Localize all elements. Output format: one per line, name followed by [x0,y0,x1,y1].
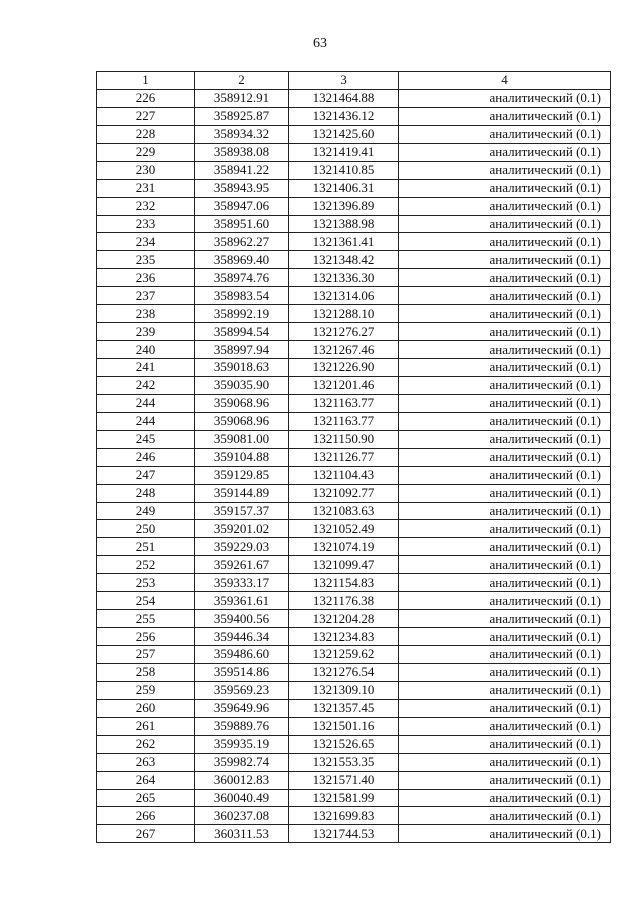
point-number-cell: 253 [97,574,195,592]
method-cell: аналитический (0.1) [399,556,611,574]
x-coordinate-cell: 358962.27 [195,233,289,251]
x-coordinate-cell: 358992.19 [195,305,289,323]
x-coordinate-cell: 359649.96 [195,699,289,717]
y-coordinate-cell: 1321314.06 [289,287,399,305]
table-row [97,430,611,448]
method-cell: аналитический (0.1) [399,323,611,341]
method-cell: аналитический (0.1) [399,269,611,287]
point-number-cell: 238 [97,305,195,323]
table-row [97,107,611,125]
y-coordinate-cell: 1321419.41 [289,143,399,161]
table-row [97,753,611,771]
x-coordinate-cell: 360040.49 [195,789,289,807]
point-number-cell: 237 [97,287,195,305]
x-coordinate-cell: 359514.86 [195,663,289,681]
y-coordinate-cell: 1321388.98 [289,215,399,233]
y-coordinate-cell: 1321436.12 [289,107,399,125]
method-cell: аналитический (0.1) [399,143,611,161]
point-number-cell: 263 [97,753,195,771]
y-coordinate-cell: 1321699.83 [289,807,399,825]
x-coordinate-cell: 358941.22 [195,161,289,179]
table-row [97,359,611,377]
table-row [97,448,611,466]
table-row [97,771,611,789]
method-cell: аналитический (0.1) [399,161,611,179]
method-cell: аналитический (0.1) [399,807,611,825]
point-number-cell: 244 [97,412,195,430]
method-cell: аналитический (0.1) [399,287,611,305]
column-header: 1 [97,72,195,90]
method-cell: аналитический (0.1) [399,735,611,753]
method-cell: аналитический (0.1) [399,430,611,448]
table-row [97,323,611,341]
y-coordinate-cell: 1321288.10 [289,305,399,323]
y-coordinate-cell: 1321309.10 [289,681,399,699]
page-number: 63 [313,36,327,51]
point-number-cell: 231 [97,179,195,197]
table-row [97,717,611,735]
method-cell: аналитический (0.1) [399,825,611,843]
point-number-cell: 254 [97,592,195,610]
point-number-cell: 251 [97,538,195,556]
x-coordinate-cell: 359400.56 [195,610,289,628]
point-number-cell: 242 [97,376,195,394]
y-coordinate-cell: 1321744.53 [289,825,399,843]
method-cell: аналитический (0.1) [399,359,611,377]
x-coordinate-cell: 359068.96 [195,394,289,412]
x-coordinate-cell: 359361.61 [195,592,289,610]
point-number-cell: 265 [97,789,195,807]
y-coordinate-cell: 1321163.77 [289,394,399,412]
y-coordinate-cell: 1321267.46 [289,341,399,359]
y-coordinate-cell: 1321150.90 [289,430,399,448]
method-cell: аналитический (0.1) [399,89,611,107]
table-row [97,197,611,215]
table-row [97,520,611,538]
x-coordinate-cell: 358943.95 [195,179,289,197]
table-row [97,502,611,520]
y-coordinate-cell: 1321406.31 [289,179,399,197]
point-number-cell: 256 [97,628,195,646]
y-coordinate-cell: 1321553.35 [289,753,399,771]
method-cell: аналитический (0.1) [399,663,611,681]
x-coordinate-cell: 359569.23 [195,681,289,699]
table-row [97,538,611,556]
point-number-cell: 232 [97,197,195,215]
x-coordinate-cell: 358925.87 [195,107,289,125]
table-row [97,663,611,681]
x-coordinate-cell: 359104.88 [195,448,289,466]
y-coordinate-cell: 1321581.99 [289,789,399,807]
method-cell: аналитический (0.1) [399,538,611,556]
column-header: 3 [289,72,399,90]
table-row [97,233,611,251]
table-row [97,735,611,753]
x-coordinate-cell: 359486.60 [195,646,289,664]
method-cell: аналитический (0.1) [399,466,611,484]
x-coordinate-cell: 358951.60 [195,215,289,233]
method-cell: аналитический (0.1) [399,502,611,520]
point-number-cell: 244 [97,394,195,412]
method-cell: аналитический (0.1) [399,233,611,251]
table-row [97,484,611,502]
method-cell: аналитический (0.1) [399,412,611,430]
y-coordinate-cell: 1321074.19 [289,538,399,556]
point-number-cell: 246 [97,448,195,466]
x-coordinate-cell: 358997.94 [195,341,289,359]
point-number-cell: 264 [97,771,195,789]
table-row [97,646,611,664]
point-number-cell: 236 [97,269,195,287]
y-coordinate-cell: 1321348.42 [289,251,399,269]
y-coordinate-cell: 1321126.77 [289,448,399,466]
x-coordinate-cell: 358934.32 [195,125,289,143]
method-cell: аналитический (0.1) [399,394,611,412]
x-coordinate-cell: 359201.02 [195,520,289,538]
point-number-cell: 260 [97,699,195,717]
table-row [97,376,611,394]
table-row [97,574,611,592]
coordinates-table [96,71,611,843]
y-coordinate-cell: 1321163.77 [289,412,399,430]
y-coordinate-cell: 1321052.49 [289,520,399,538]
method-cell: аналитический (0.1) [399,179,611,197]
x-coordinate-cell: 359129.85 [195,466,289,484]
method-cell: аналитический (0.1) [399,646,611,664]
table-header-row [97,72,611,90]
method-cell: аналитический (0.1) [399,341,611,359]
y-coordinate-cell: 1321396.89 [289,197,399,215]
method-cell: аналитический (0.1) [399,717,611,735]
y-coordinate-cell: 1321176.38 [289,592,399,610]
method-cell: аналитический (0.1) [399,699,611,717]
point-number-cell: 226 [97,89,195,107]
y-coordinate-cell: 1321092.77 [289,484,399,502]
point-number-cell: 249 [97,502,195,520]
x-coordinate-cell: 359068.96 [195,412,289,430]
point-number-cell: 255 [97,610,195,628]
x-coordinate-cell: 359018.63 [195,359,289,377]
x-coordinate-cell: 360012.83 [195,771,289,789]
y-coordinate-cell: 1321201.46 [289,376,399,394]
x-coordinate-cell: 359982.74 [195,753,289,771]
table-row [97,556,611,574]
y-coordinate-cell: 1321276.27 [289,323,399,341]
table-row [97,143,611,161]
y-coordinate-cell: 1321425.60 [289,125,399,143]
y-coordinate-cell: 1321357.45 [289,699,399,717]
point-number-cell: 229 [97,143,195,161]
y-coordinate-cell: 1321410.85 [289,161,399,179]
point-number-cell: 259 [97,681,195,699]
point-number-cell: 228 [97,125,195,143]
table-row [97,681,611,699]
table-row [97,825,611,843]
method-cell: аналитический (0.1) [399,789,611,807]
method-cell: аналитический (0.1) [399,592,611,610]
point-number-cell: 252 [97,556,195,574]
table-body [97,89,611,842]
method-cell: аналитический (0.1) [399,628,611,646]
y-coordinate-cell: 1321204.28 [289,610,399,628]
point-number-cell: 262 [97,735,195,753]
method-cell: аналитический (0.1) [399,771,611,789]
method-cell: аналитический (0.1) [399,305,611,323]
table-row [97,341,611,359]
method-cell: аналитический (0.1) [399,753,611,771]
y-coordinate-cell: 1321226.90 [289,359,399,377]
method-cell: аналитический (0.1) [399,520,611,538]
table-row [97,125,611,143]
x-coordinate-cell: 358947.06 [195,197,289,215]
column-header: 4 [399,72,611,90]
x-coordinate-cell: 359935.19 [195,735,289,753]
table-row [97,466,611,484]
x-coordinate-cell: 358994.54 [195,323,289,341]
table-row [97,269,611,287]
table-row [97,287,611,305]
point-number-cell: 247 [97,466,195,484]
y-coordinate-cell: 1321083.63 [289,502,399,520]
y-coordinate-cell: 1321361.41 [289,233,399,251]
y-coordinate-cell: 1321099.47 [289,556,399,574]
point-number-cell: 250 [97,520,195,538]
table-row [97,89,611,107]
method-cell: аналитический (0.1) [399,376,611,394]
x-coordinate-cell: 360237.08 [195,807,289,825]
x-coordinate-cell: 359229.03 [195,538,289,556]
x-coordinate-cell: 359081.00 [195,430,289,448]
y-coordinate-cell: 1321154.83 [289,574,399,592]
point-number-cell: 230 [97,161,195,179]
point-number-cell: 245 [97,430,195,448]
y-coordinate-cell: 1321276.54 [289,663,399,681]
x-coordinate-cell: 358938.08 [195,143,289,161]
point-number-cell: 257 [97,646,195,664]
x-coordinate-cell: 359144.89 [195,484,289,502]
table-row [97,305,611,323]
table-row [97,699,611,717]
y-coordinate-cell: 1321336.30 [289,269,399,287]
method-cell: аналитический (0.1) [399,107,611,125]
point-number-cell: 235 [97,251,195,269]
point-number-cell: 234 [97,233,195,251]
x-coordinate-cell: 359157.37 [195,502,289,520]
method-cell: аналитический (0.1) [399,215,611,233]
method-cell: аналитический (0.1) [399,448,611,466]
x-coordinate-cell: 359446.34 [195,628,289,646]
table-row [97,628,611,646]
table-row [97,592,611,610]
point-number-cell: 240 [97,341,195,359]
x-coordinate-cell: 358969.40 [195,251,289,269]
method-cell: аналитический (0.1) [399,125,611,143]
table-row [97,394,611,412]
y-coordinate-cell: 1321464.88 [289,89,399,107]
point-number-cell: 239 [97,323,195,341]
method-cell: аналитический (0.1) [399,574,611,592]
table-row [97,807,611,825]
y-coordinate-cell: 1321501.16 [289,717,399,735]
x-coordinate-cell: 359889.76 [195,717,289,735]
method-cell: аналитический (0.1) [399,610,611,628]
table-row [97,179,611,197]
x-coordinate-cell: 359333.17 [195,574,289,592]
point-number-cell: 227 [97,107,195,125]
table-row [97,215,611,233]
x-coordinate-cell: 360311.53 [195,825,289,843]
x-coordinate-cell: 359261.67 [195,556,289,574]
point-number-cell: 248 [97,484,195,502]
point-number-cell: 233 [97,215,195,233]
x-coordinate-cell: 358974.76 [195,269,289,287]
point-number-cell: 241 [97,359,195,377]
point-number-cell: 266 [97,807,195,825]
method-cell: аналитический (0.1) [399,197,611,215]
x-coordinate-cell: 359035.90 [195,376,289,394]
table-row [97,610,611,628]
method-cell: аналитический (0.1) [399,484,611,502]
y-coordinate-cell: 1321259.62 [289,646,399,664]
method-cell: аналитический (0.1) [399,681,611,699]
y-coordinate-cell: 1321104.43 [289,466,399,484]
method-cell: аналитический (0.1) [399,251,611,269]
table-row [97,161,611,179]
y-coordinate-cell: 1321526.65 [289,735,399,753]
table-row [97,251,611,269]
column-header: 2 [195,72,289,90]
point-number-cell: 258 [97,663,195,681]
point-number-cell: 267 [97,825,195,843]
x-coordinate-cell: 358983.54 [195,287,289,305]
table-row [97,789,611,807]
x-coordinate-cell: 358912.91 [195,89,289,107]
table-row [97,412,611,430]
y-coordinate-cell: 1321234.83 [289,628,399,646]
point-number-cell: 261 [97,717,195,735]
y-coordinate-cell: 1321571.40 [289,771,399,789]
